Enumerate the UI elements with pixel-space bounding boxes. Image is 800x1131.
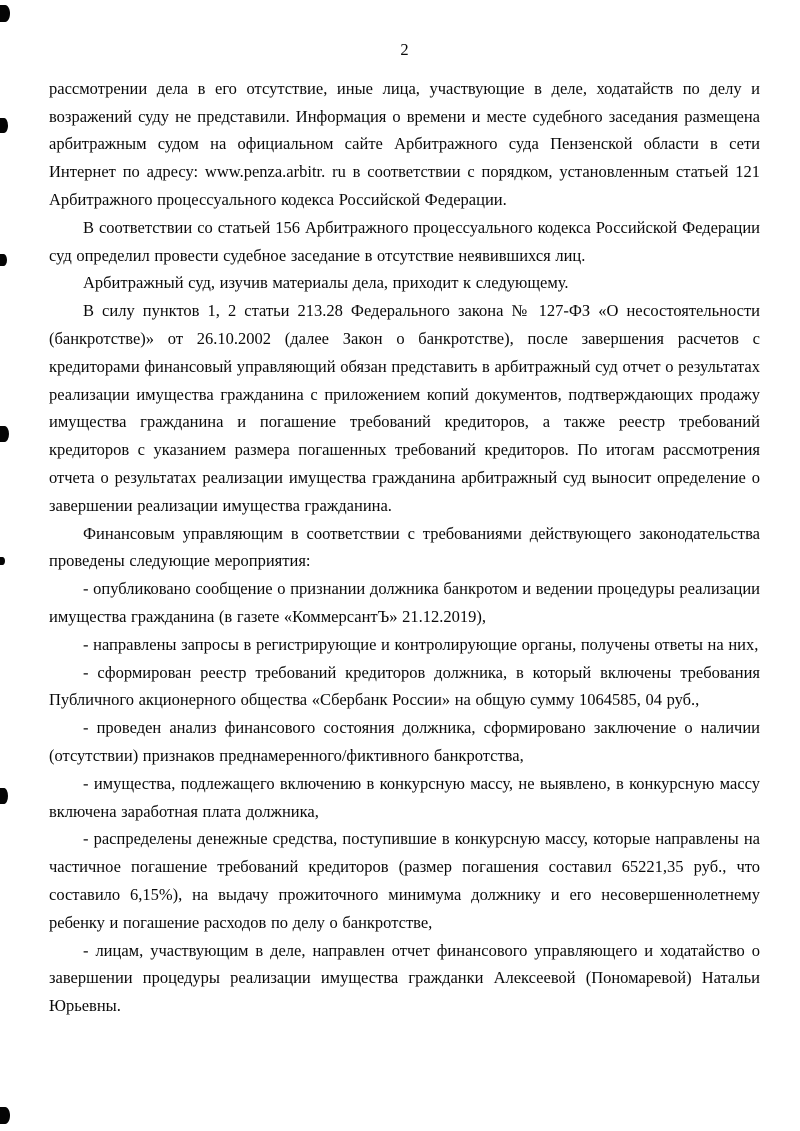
paragraph: В соответствии со статьей 156 Арбитражного процессуального кодекса Российской Федерации суд определил провести судебное заседание в отсутствие неявившихся лиц. <box>49 217 760 265</box>
paragraph-continuation: рассмотрении дела в его отсутствие, иные лица, участвующие в деле, ходатайств по делу и возражений суду не представили. Информация о времени и месте судебного заседания размещена арбитражным судом на официальном сайте Арбитражного суда Пензенской области в сети Интернет по адресу: www.penza.arbitr. ru в соответствии с порядком, установленным статьей 121 Арбитражного процессуального кодекса Российской Федерации. <box>49 78 760 209</box>
list-item-paragraph: - лицам, участвующим в деле, направлен отчет финансового управляющего и ходатайство о завершении процедуры реализации имущества гражданки Алексеевой (Пономаревой) Натальи Юрьевны. <box>49 940 760 1016</box>
scan-mark <box>0 557 5 565</box>
paragraph: Арбитражный суд, изучив материалы дела, приходит к следующему. <box>83 273 569 293</box>
list-item-paragraph: - распределены денежные средства, поступившие в конкурсную массу, которые направлены на частичное погашение требований кредиторов (размер погашения составил 65221,35 руб., что составило 6,15%), на выдачу прожиточного минимума должнику и его несовершеннолетнему ребенку и погашение расходов по делу о банкротстве, <box>49 829 760 932</box>
scan-mark <box>0 5 10 22</box>
document-body <box>49 75 760 1020</box>
scan-mark <box>0 1107 10 1124</box>
list-item-paragraph: - проведен анализ финансового состояния должника, сформировано заключение о наличии (отсутствии) признаков преднамеренного/фиктивного банкротства, <box>49 718 760 765</box>
list-item-paragraph: - сформирован реестр требований кредиторов должника, в который включены требования Публичного акционерного общества «Сбербанк России» на общую сумму 1064585, 04 руб., <box>49 662 760 710</box>
page-number: 2 <box>400 40 409 59</box>
paragraph: Финансовым управляющим в соответствии с требованиями действующего законодательства проведены следующие мероприятия: <box>49 523 760 571</box>
list-item-paragraph: - опубликовано сообщение о признании должника банкротом и ведении процедуры реализации имущества гражданина (в газете «КоммерсантЪ» 21.12.2019), <box>49 579 760 626</box>
scan-mark <box>0 118 8 133</box>
paragraph: В силу пунктов 1, 2 статьи 213.28 Федерального закона № 127-ФЗ «О несостоятельности (банкротстве)» от 26.10.2002 (далее Закон о банкротстве), после завершения расчетов с кредиторами финансовый управляющий обязан представить в арбитражный суд отчет о результатах реализации имущества гражданина с приложением копий документов, подтверждающих продажу имущества гражданина и погашение требований кредиторов, а также реестр требований кредиторов с указанием размера погашенных требований кредиторов. По итогам рассмотрения отчета о результатах реализации имущества гражданина арбитражный суд выносит определение о завершении реализации имущества гражданина. <box>49 301 760 515</box>
scan-mark <box>0 426 9 442</box>
list-item-paragraph: - направлены запросы в регистрирующие и контролирующие органы, получены ответы на них, <box>83 634 759 654</box>
list-item-paragraph: - имущества, подлежащего включению в конкурсную массу, не выявлено, в конкурсную массу включена заработная плата должника, <box>49 773 760 821</box>
scan-mark <box>0 788 8 804</box>
scan-mark <box>0 254 7 266</box>
page-content <box>49 36 760 1020</box>
